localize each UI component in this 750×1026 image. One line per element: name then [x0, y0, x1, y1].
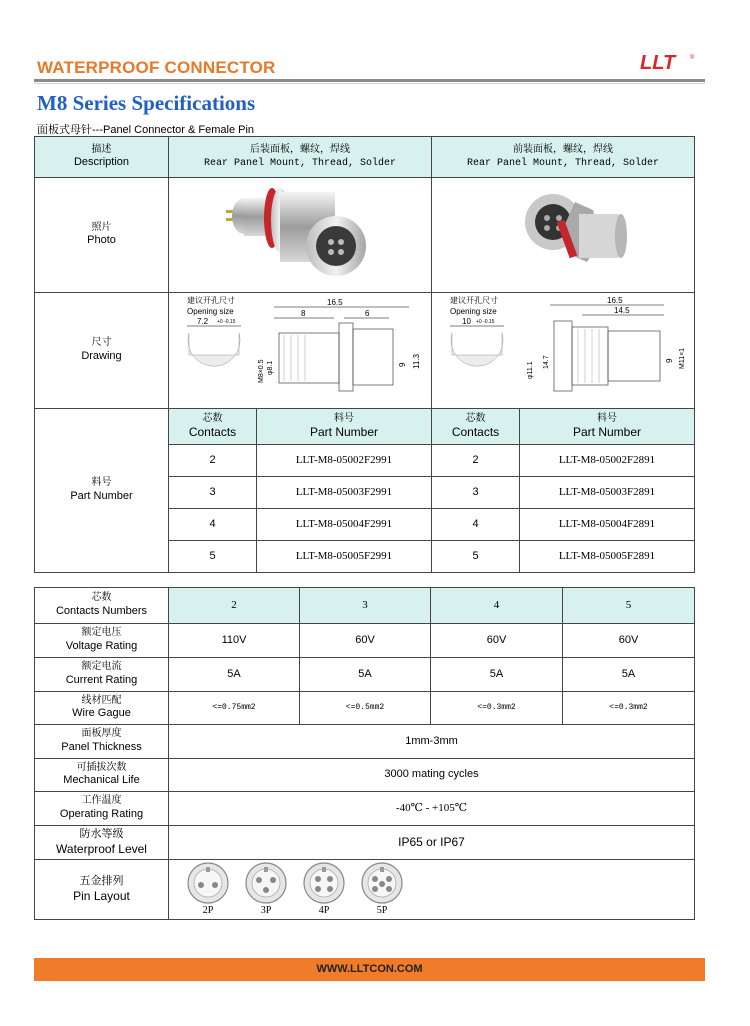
photo-label: 照片 Photo: [35, 178, 169, 293]
svg-text:Opening size: Opening size: [187, 307, 234, 317]
product-table: [34, 136, 695, 573]
wire-value: <=0.3mm2: [563, 692, 695, 725]
front-mount-header: 前装面板，螺纹，焊线 Rear Panel Mount, Thread, Solder: [432, 137, 695, 178]
voltage-value: 60V: [431, 624, 563, 658]
svg-text:7.2: 7.2: [197, 317, 209, 327]
svg-text:M8×0.5: M8×0.5: [258, 359, 265, 384]
waterproof-label: 防水等级 Waterproof Level: [35, 826, 169, 860]
svg-text:M11×1: M11×1: [679, 348, 686, 370]
svg-text:14.5: 14.5: [614, 306, 630, 316]
current-value: 5A: [431, 658, 563, 692]
voltage-value: 60V: [563, 624, 695, 658]
pin-layout-2p: 2P: [186, 862, 230, 918]
svg-text:11.3: 11.3: [412, 354, 421, 370]
brand-title: WATERPROOF CONNECTOR: [37, 58, 276, 77]
svg-text:+0 -0.15: +0 -0.15: [476, 319, 495, 326]
part-number-cell: LLT-M8-05002F2991: [257, 445, 432, 477]
part-number-cell: LLT-M8-05005F2891: [520, 541, 695, 573]
contacts-header-left: 芯数 Contacts: [169, 409, 257, 445]
logo-text: LLT: [640, 52, 676, 74]
contacts-header-right: 芯数 Contacts: [432, 409, 520, 445]
voltage-value: 60V: [300, 624, 431, 658]
mechanical-life-value: 3000 mating cycles: [169, 759, 695, 792]
pin-layout-label: 五金排列 Pin Layout: [35, 860, 169, 920]
svg-text:®: ®: [690, 55, 695, 61]
current-label: 额定电流 Current Rating: [35, 658, 169, 692]
current-value: 5A: [563, 658, 695, 692]
voltage-label: 额定电压 Voltage Rating: [35, 624, 169, 658]
pin-layout-cell: [169, 860, 695, 920]
part-number-cell: LLT-M8-05003F2991: [257, 477, 432, 509]
pn-header-right: 料号 Part Number: [520, 409, 695, 445]
part-number-cell: LLT-M8-05005F2991: [257, 541, 432, 573]
contacts-cell: 5: [169, 541, 257, 573]
current-value: 5A: [300, 658, 431, 692]
part-number-label: 料号 Part Number: [35, 409, 169, 573]
front-connector-image: [483, 180, 643, 285]
svg-text:φ11.1: φ11.1: [527, 361, 534, 380]
contacts-cell: 2: [169, 445, 257, 477]
rear-connector-image: [220, 180, 380, 285]
contacts-cell: 3: [169, 477, 257, 509]
part-number-cell: LLT-M8-05002F2891: [520, 445, 695, 477]
rear-drawing-svg: [169, 293, 431, 403]
rear-mount-header: 后装面板，螺纹，焊线 Rear Panel Mount, Thread, Solder: [169, 137, 432, 178]
contacts-value: 5: [563, 588, 695, 624]
contacts-value: 2: [169, 588, 300, 624]
svg-text:9: 9: [665, 358, 674, 364]
contacts-cell: 2: [432, 445, 520, 477]
wire-value: <=0.3mm2: [431, 692, 563, 725]
operating-temp-label: 工作温度 Operating Rating: [35, 792, 169, 826]
header-rule: [34, 79, 705, 82]
mechanical-life-label: 可插拔次数 Mechanical Life: [35, 759, 169, 792]
drawing-label: 尺寸 Drawing: [35, 293, 169, 409]
contacts-cell: 5: [432, 541, 520, 573]
contacts-value: 3: [300, 588, 431, 624]
pin-layout-5p: 5P: [360, 862, 404, 918]
rear-mount-photo: [169, 178, 432, 293]
llt-logo: [638, 50, 700, 74]
panel-thickness-value: 1mm-3mm: [169, 725, 695, 759]
svg-text:φ8.1: φ8.1: [267, 360, 274, 376]
description-label: 描述 Description: [35, 137, 169, 178]
svg-text:+0 -0.15: +0 -0.15: [217, 319, 236, 326]
operating-temp-value: -40℃ - +105℃: [169, 792, 695, 826]
svg-text:16.5: 16.5: [327, 298, 343, 308]
svg-text:6: 6: [365, 309, 370, 319]
panel-thickness-label: 面板厚度 Panel Thickness: [35, 725, 169, 759]
part-number-cell: LLT-M8-05004F2991: [257, 509, 432, 541]
svg-text:9: 9: [398, 362, 407, 368]
front-mount-photo: [432, 178, 695, 293]
current-value: 5A: [169, 658, 300, 692]
contacts-cell: 4: [169, 509, 257, 541]
voltage-value: 110V: [169, 624, 300, 658]
pn-header-left: 料号 Part Number: [257, 409, 432, 445]
contacts-cell: 4: [432, 509, 520, 541]
front-drawing-svg: [432, 293, 694, 403]
svg-text:建议开孔尺寸: 建议开孔尺寸: [450, 296, 498, 306]
series-title: M8 Series Specifications: [37, 91, 256, 115]
part-number-cell: LLT-M8-05003F2891: [520, 477, 695, 509]
contacts-cell: 3: [432, 477, 520, 509]
section-subtitle: 面板式母针---Panel Connector & Female Pin: [37, 124, 255, 136]
wire-value: <=0.75mm2: [169, 692, 300, 725]
part-number-cell: LLT-M8-05004F2891: [520, 509, 695, 541]
wire-value: <=0.5mm2: [300, 692, 431, 725]
svg-text:Opening size: Opening size: [450, 307, 497, 317]
footer-url-bar: WWW.LLTCON.COM: [34, 958, 705, 981]
wire-label: 线材匹配 Wire Gague: [35, 692, 169, 725]
waterproof-value: IP65 or IP67: [169, 826, 695, 860]
spec-table: [34, 587, 695, 920]
svg-text:16.5: 16.5: [607, 296, 623, 306]
contacts-numbers-label: 芯数 Contacts Numbers: [35, 588, 169, 624]
front-mount-drawing: [432, 293, 695, 409]
header-rule-thin: [34, 83, 705, 84]
contacts-value: 4: [431, 588, 563, 624]
svg-text:10: 10: [462, 317, 471, 327]
rear-mount-drawing: [169, 293, 432, 409]
pin-layout-4p: 4P: [302, 862, 346, 918]
pin-layout-3p: 3P: [244, 862, 288, 918]
svg-text:14.7: 14.7: [543, 355, 550, 370]
svg-text:建议开孔尺寸: 建议开孔尺寸: [187, 296, 235, 306]
svg-text:8: 8: [301, 309, 306, 319]
